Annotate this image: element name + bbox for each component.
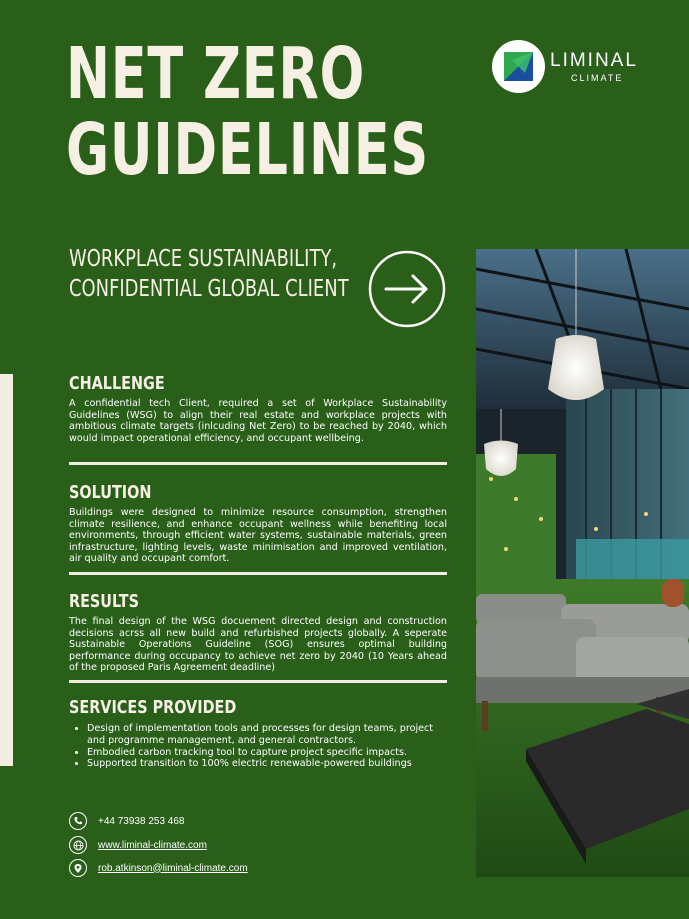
liminal-climate-logo [492,40,662,95]
contact-website [69,835,329,855]
challenge-heading: CHALLENGE [69,373,165,394]
left-accent-strip [0,374,13,766]
location-pin-icon [69,859,87,877]
office-interior-photo [476,249,689,877]
subtitle-line-2: CONFIDENTIAL GLOBAL CLIENT [69,276,349,302]
results-heading: RESULTS [69,591,139,612]
solution-heading: SOLUTION [69,482,152,503]
phone-number: +44 73938 253 468 [98,815,185,827]
subtitle-line-1: WORKPLACE SUSTAINABILITY, [69,246,338,272]
phone-icon [69,812,87,830]
arrow-right-icon [367,249,447,329]
globe-icon [69,836,87,854]
contact-phone [69,811,329,831]
results-section [69,591,447,674]
services-section [69,697,449,770]
logo-mark-icon [492,40,545,93]
page-title [66,32,429,191]
title-line-1: NET ZERO [66,32,366,115]
challenge-section [69,373,447,444]
results-body: The final design of the WSG docuement directed design and construction decisions acrss all new build and refurbished projects globally. A seperate Sustainable Operations Guideline (SOG) ensures optimal building performance during occupancy to achieve net zero by 2040 (10 Years ahead of the proposed Paris Agreement deadline) [69,616,447,674]
section-divider [69,462,447,465]
website-link[interactable]: www.liminal-climate.com [98,839,207,851]
list-item: • Design of implementation tools and processes for design teams, project and programme management, and general contractors. [87,723,449,747]
services-heading: SERVICES PROVIDED [69,697,237,718]
solution-section [69,482,447,565]
bottom-band [0,877,689,919]
email-link[interactable]: rob.atkinson@liminal-climate.com [98,862,248,874]
list-item: • Embodied carbon tracking tool to capture project specific impacts. [87,747,449,759]
list-item: • Supported transition to 100% electric renewable-powered buildings [87,758,449,770]
section-divider [69,680,447,683]
arrow-right-button[interactable] [367,249,447,329]
logo-subname: CLIMATE [571,73,624,83]
contact-email [69,858,329,878]
section-divider [69,572,447,575]
challenge-body: A confidential tech Client, required a set of Workplace Sustainability Guidelines (WSG) to align their real estate and workplace projects with ambitious climate targets (inlcuding Net Zero) to be reached by 2040, which would impact operational efficiency, and occupant wellbeing. [69,398,447,444]
title-line-2: GUIDELINES [66,108,429,191]
services-list [69,723,449,770]
page-subtitle [69,244,349,304]
logo-name: LIMINAL [550,50,638,71]
solution-body: Buildings were designed to minimize resource consumption, strengthen climate resilience, and enhance occupant wellness while benefiting local environments, through efficient water systems, sustainable materials, green infrastructure, lighting levels, waste minimisation and improved ventilation, air quality and occupant comfort. [69,507,447,565]
